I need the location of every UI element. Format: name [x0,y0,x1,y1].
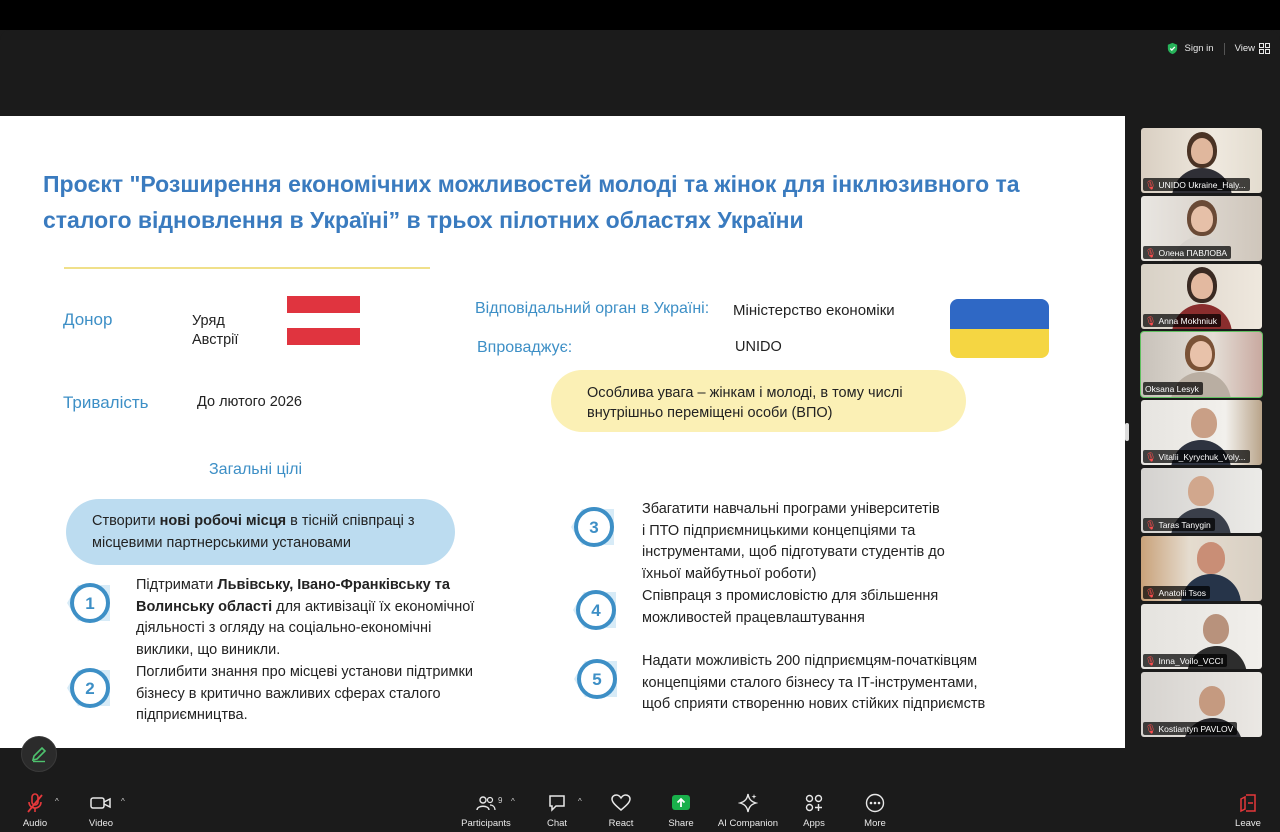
shared-slide [0,116,1125,748]
participant-tile-active-speaker[interactable] [1141,332,1262,397]
responsible-body-value: Міністерство економіки [733,302,895,319]
view-label: View [1234,43,1255,54]
muted-mic-icon: 🎙 [1145,179,1157,190]
focus-line-1: Особлива увага – жінкам і молоді, в тому числі [587,385,903,401]
sparkle-icon [738,793,758,813]
participant-name-bar [1143,246,1231,259]
goal-point-1: Підтримати Львівську, Івано-Франківську та Волинську області для активізації їх економічної діяльності з огляду на соціально-економічні виклики, що виникли. [136,577,475,658]
goal-point-5: Надати можливість 200 підприємцям-початківцям концепціями сталого бізнесу та ІТ-інструментами, щоб сприяти створенню нових стійких підприємств [642,653,986,712]
more-dots-icon [865,793,885,813]
participant-name: Vitalii_Kyrychuk_Voly... [1158,451,1246,462]
participant-name-bar [1143,518,1215,531]
participant-name-bar [1143,722,1237,735]
audio-label: Audio [22,818,48,829]
number-badge-2 [64,666,114,710]
participants-icon [476,795,496,811]
austria-flag-top-stripe [287,296,360,313]
participants-label: Participants [461,818,511,829]
pencil-icon [30,745,48,763]
goals-heading: Загальні цілі [209,461,303,478]
number-badge-3 [568,505,618,549]
video-label: Video [88,818,114,829]
participant-tile[interactable] [1141,672,1262,737]
muted-mic-icon: 🎙 [1145,451,1157,462]
participant-name-bar [1143,314,1221,327]
muted-mic-icon: 🎙 [1145,315,1157,326]
number-badge-1 [64,581,114,625]
title-bar [0,30,1280,66]
main-goal-line-1: Створити нові робочі місця в тісній співпраці з [92,513,415,529]
donor-label: Донор [63,310,113,329]
responsible-body-label: Відповідальний орган в Україні: [475,300,710,317]
main-goal-line-2: місцевими партнерськими установами [92,535,351,551]
participant-name: Oksana Lesyk [1145,383,1199,394]
implementer-label: Впроваджує: [477,339,573,356]
more-button[interactable] [835,792,915,829]
participant-tile[interactable] [1141,196,1262,261]
annotate-button[interactable] [21,736,57,772]
donor-value [192,312,238,350]
muted-mic-icon: 🎙 [1145,247,1157,258]
muted-mic-icon: 🎙 [1145,519,1157,530]
sign-in-label: Sign in [1184,43,1214,54]
participant-name-bar [1143,178,1250,191]
badge-number-5: 5 [592,670,602,689]
participant-name: Anna Mokhniuk [1158,315,1218,326]
implementer-value: UNIDO [735,339,782,355]
share-screen-icon [671,794,691,812]
heart-icon [611,794,631,812]
top-black-strip [0,0,1280,30]
ukraine-flag [950,299,1049,358]
video-button[interactable] [61,792,141,829]
goal-point-4: Співпраця з промисловістю для збільшення можливостей працевлаштування [642,588,939,626]
leave-door-icon [1238,793,1258,813]
participant-name-bar [1143,450,1250,463]
react-label: React [608,818,634,829]
video-options-caret-icon[interactable]: ^ [121,797,125,806]
badge-number-1: 1 [85,594,95,613]
slide-title [43,166,1113,238]
participant-tile[interactable] [1141,604,1262,669]
badge-number-3: 3 [589,518,599,537]
donor-value-line-2: Австрії [192,332,239,348]
duration-value: До лютого 2026 [197,394,302,410]
participant-name: Inna_Voilo_VCCI [1158,655,1224,666]
duration-label: Тривалість [63,393,149,412]
slide-title-line-2: сталого відновлення в Україні” в трьох пілотних областях України [43,207,804,233]
chat-label: Chat [546,818,568,829]
share-label: Share [668,818,694,829]
audio-options-caret-icon[interactable]: ^ [55,797,59,806]
muted-mic-icon: 🎙 [1145,723,1157,734]
sign-in-button[interactable] [1166,42,1214,55]
number-badge-5 [571,657,621,701]
view-button[interactable] [1235,43,1270,54]
participant-tile[interactable] [1141,400,1262,465]
leave-label: Leave [1235,818,1261,829]
slide-title-line-1: Проєкт "Розширення економічних можливостей молоді та жінок для інклюзивного та [43,171,1020,197]
participant-name-bar [1143,654,1227,667]
goal-point-2: Поглибити знання про місцеві установи підтримки бізнесу в критично важливих сферах сталого підприємництва. [136,664,473,723]
participant-name: Taras Tanygin [1158,519,1211,530]
muted-mic-icon: 🎙 [1145,587,1157,598]
austria-flag-bottom-stripe [287,328,360,345]
participant-tile[interactable] [1141,128,1262,193]
top-right-controls [1166,42,1270,55]
participant-name-bar [1143,382,1203,395]
participant-name: Anatolii Tsos [1158,587,1207,598]
participant-tile[interactable] [1141,468,1262,533]
shield-check-icon [1166,42,1179,55]
leave-button[interactable] [1208,792,1280,829]
participant-name: Kostiantyn PAVLOV [1158,723,1234,734]
ai-companion-label: AI Companion [717,818,779,829]
participant-name: Олена ПАВЛОВА [1158,247,1228,258]
number-badge-4 [570,588,620,632]
apps-icon [805,794,823,812]
divider [1224,43,1225,55]
participants-count: 9 [498,796,503,805]
grid-view-icon [1259,43,1270,54]
participants-options-caret-icon[interactable]: ^ [511,797,515,806]
focus-callout [551,370,966,432]
focus-line-2: внутрішньо переміщені особи (ВПО) [587,405,833,421]
chat-bubble-icon [547,794,567,812]
more-label: More [864,818,886,829]
gallery-resize-handle[interactable] [1125,423,1129,441]
muted-microphone-icon [25,792,45,814]
participant-tile[interactable] [1141,536,1262,601]
video-camera-icon [90,795,112,811]
apps-label: Apps [803,818,825,829]
muted-mic-icon: 🎙 [1145,655,1157,666]
participant-name-bar [1143,586,1210,599]
badge-number-4: 4 [591,601,601,620]
goal-point-3: Збагатити навчальні програми університетів і ПТО підприємницькими концепціями та інструментами, щоб підготувати студентів до їхньої майбутньої роботи) [642,501,945,582]
badge-number-2: 2 [85,679,95,698]
title-underline [64,267,430,269]
main-goal-callout [66,499,455,565]
meeting-toolbar [0,780,1280,832]
donor-value-line-1: Уряд [192,313,225,329]
participant-tile[interactable] [1141,264,1262,329]
participant-name: UNIDO Ukraine_Haly... [1158,179,1246,190]
chat-options-caret-icon[interactable]: ^ [578,797,582,806]
